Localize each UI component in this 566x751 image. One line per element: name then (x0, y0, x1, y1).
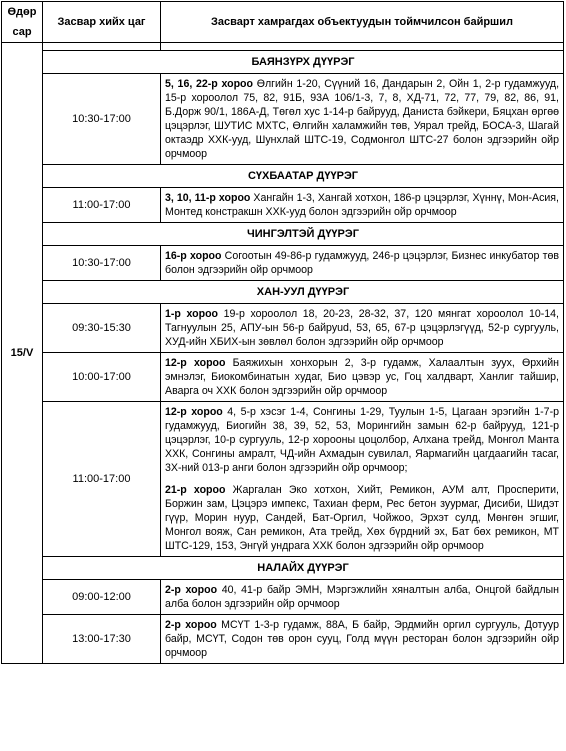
schedule-body (2, 43, 564, 664)
header-day-line1: Өдөр (7, 5, 37, 18)
location-text: Баяжихын хонхорын 2, 3-р гудамж, Халаалтын зуух, Өрхийн эмнэлэг, Биокомбинатын худаг, Био цэвэр ус, Гоц халдварт, Ханлиг тайшир, Аварга оч ХХК болон эдгээрийн ойр орчмоор (165, 357, 559, 397)
location-cell (161, 615, 564, 664)
location-paragraph (165, 307, 559, 349)
district-name: БАЯНЗҮРХ ДҮҮРЭГ (43, 51, 564, 74)
repair-time: 10:30-17:00 (43, 74, 161, 165)
location-text: Өлгийн 1-20, Сүүний 16, Дандарын 2, Ойн 1, 2-р гудамжууд, 15-р хороолол 75, 82, 91Б, 93А 106/1-3, 7, 8, ХД-71, 72, 77, 79, 82, 86, 91, Б.Дорж 90/1, 186А-Д, Төгөл хус 1-14-р байрууд, Даниста бэйкери, Бяцхан өргөө цэцэрлэг, ШУТИС МХТС, Өлгийн халамжийн төв, Уярал трейд, БОСА-3, Шагай октаэдр ХХК-ууд, Шунхлай ШТС-19, Содмонгол ШТС-27 болон эдгээрийн ойр орчмоор (165, 78, 560, 160)
repair-time: 10:30-17:00 (43, 246, 161, 281)
spacer-time (43, 43, 161, 51)
outage-schedule-table (1, 1, 564, 664)
location-cell (161, 353, 564, 402)
repair-time: 10:00-17:00 (43, 353, 161, 402)
repair-time: 11:00-17:00 (43, 402, 161, 557)
location-paragraph (165, 191, 559, 219)
repair-time: 09:00-12:00 (43, 580, 161, 615)
district-name: ЧИНГЭЛТЭЙ ДҮҮРЭГ (43, 223, 564, 246)
location-cell (161, 74, 564, 165)
khoroo-label: 3, 10, 11-р хороо (165, 192, 251, 204)
schedule-row (2, 402, 564, 557)
repair-time: 13:00-17:30 (43, 615, 161, 664)
district-name: ХАН-УУЛ ДҮҮРЭГ (43, 281, 564, 304)
khoroo-label: 12-р хороо (165, 406, 223, 418)
district-row (2, 557, 564, 580)
district-name: СҮХБААТАР ДҮҮРЭГ (43, 165, 564, 188)
schedule-row (2, 246, 564, 281)
location-text: МСҮТ 1-3-р гудамж, 88А, Б байр, Эрдмийн оргил сургууль, Дотуур байр, МСҮТ, Содон төв орон сууц, Голд мүүн ресторан болон эдгээрийн ойр орчмоор (165, 619, 559, 659)
location-text: 40, 41-р байр ЭМН, Мэргэжлийн хяналтын алба, Онцгой байдлын алба болон эдгээрийн ойр орчмоор (165, 584, 559, 610)
district-row (2, 281, 564, 304)
repair-time: 11:00-17:00 (43, 188, 161, 223)
khoroo-label: 5, 16, 22-р хороо (165, 78, 254, 90)
khoroo-label: 12-р хороо (165, 357, 226, 369)
header-time: Засвар хийх цаг (43, 2, 161, 43)
location-text: Согоотын 49-86-р гудамжууд, 246-р цэцэрлэг, Бизнес инкубатор төв болон эдгээрийн ойр орчмоор (165, 250, 559, 276)
khoroo-label: 2-р хороо (165, 584, 218, 596)
district-row (2, 51, 564, 74)
location-paragraph (165, 356, 559, 398)
location-cell (161, 188, 564, 223)
header-day (2, 2, 43, 43)
khoroo-label: 2-р хороо (165, 619, 217, 631)
khoroo-label: 16-р хороо (165, 250, 222, 262)
day-label: 15/V (10, 347, 34, 359)
location-text: 4, 5-р хэсэг 1-4, Сонгины 1-29, Туулын 1-5, Цагаан эрэгийн 1-7-р гудамжууд, Биогийн 38, 39, 52, 53, Морингийн замын 62-р байрууд, 121-р цэцэрлэг, 10-р сургууль, 12-р хорооны цоцолбор, Алхана трейд, Монгол Манта ХХК, Сонгины амралт, ЧД-ийн Ахмадын сувилал, Яармагийн цагдаагийн тасаг, 3Х-ний 013-р анги болон эдгээрийн ойр орчмоор; (165, 406, 559, 474)
schedule-row (2, 74, 564, 165)
location-text: 19-р хороолол 18, 20-23, 28-32, 37, 120 мянгат хороолол 10-14, Тагнуулын 25, АПУ-ын 56-р байруud, 53, 65, 67-р цэцэрлэгүүд, 52-р сургууль, ХУД-ийн ХБИХ-ын зөвлөл болон эдгээрийн ойр орчмоор (165, 308, 559, 348)
location-paragraph (165, 483, 559, 553)
schedule-row (2, 304, 564, 353)
district-name: НАЛАЙХ ДҮҮРЭГ (43, 557, 564, 580)
location-paragraph (165, 405, 559, 475)
location-paragraph (165, 618, 559, 660)
location-paragraph (165, 249, 559, 277)
header-location: Засварт хамрагдах объектуудын тоймчилсон байршил (161, 2, 564, 43)
khoroo-label: 1-р хороо (165, 308, 219, 320)
schedule-row (2, 353, 564, 402)
location-text: Хангайн 1-3, Хангай хотхон, 186-р цэцэрлэг, Хүннү, Мон-Асия, Монтед констракшн ХХК-ууд болон эдгээрийн ойр орчмоор (165, 192, 559, 218)
location-paragraph (165, 583, 559, 611)
header-row (2, 2, 564, 43)
spacer-location (161, 43, 564, 51)
location-cell (161, 580, 564, 615)
day-cell (2, 43, 43, 664)
khoroo-label: 21-р хороо (165, 484, 226, 496)
district-row (2, 223, 564, 246)
location-text: Жаргалан Эко хотхон, Хийт, Ремикон, АУМ алт, Просперити, Боржин зам, Цэцэрэ импекс, Тахиан ферм, Рес бетон зуурмаг, Дисиби, Шидэт гүүр, Морин нуур, Сандей, Бат-Оргил, Чойжоо, Эрхэт сулд, Мөнгөн эгшиг, Монгол вояж, Сан ремикон, Ата трейд, Хөх бүрдний эх, Бат бөх ремикон, МТ ШТС-129, 153, Энгүй ундрага ХХК болон эдгээрийн ойр орчмоор (165, 484, 559, 552)
location-cell (161, 246, 564, 281)
schedule-row (2, 615, 564, 664)
location-cell (161, 402, 564, 557)
header-day-line2: сар (12, 25, 32, 38)
schedule-row (2, 580, 564, 615)
district-row (2, 165, 564, 188)
location-paragraph (165, 77, 559, 161)
schedule-row (2, 188, 564, 223)
location-cell (161, 304, 564, 353)
repair-time: 09:30-15:30 (43, 304, 161, 353)
spacer-row (2, 43, 564, 51)
